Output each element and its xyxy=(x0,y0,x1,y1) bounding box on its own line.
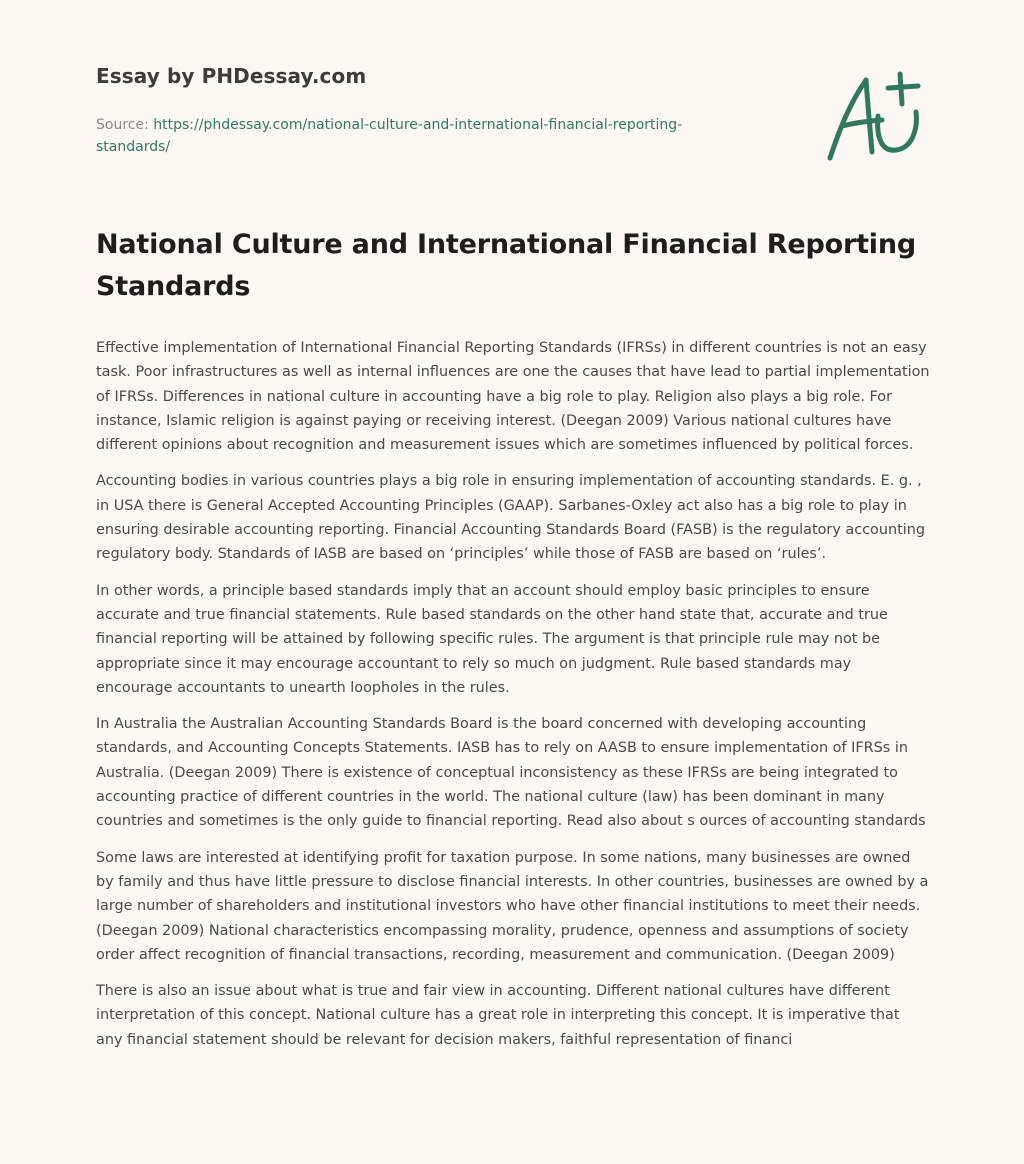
essay-paragraph: Effective implementation of International Financial Reporting Standards (IFRSs) in different countries is not an easy task. Poor infrastructures as well as internal influences are one the causes that have lead to partial implementation of IFRSs. Differences in national culture in accounting have a big role to play. Religion also plays a big role. For instance, Islamic religion is against paying or receiving interest. (Deegan 2009) Various national cultures have different opinions about recognition and measurement issues which are sometimes influenced by political forces. xyxy=(96,340,930,454)
essay-paragraph: In Australia the Australian Accounting Standards Board is the board concerned with developing accounting standards, and Accounting Concepts Statements. IASB has to rely on AASB to ensure implementation of IFRSs in Australia. (Deegan 2009) There is existence of conceptual inconsistency as these IFRSs are being integrated to accounting practice of different countries in the world. The national culture (law) has been dominant in many countries and sometimes is the only guide to financial reporting. Read also about s ources of accounting standards xyxy=(96,716,926,830)
essay-content xyxy=(96,224,930,1064)
essay-title: National Culture and International Financial Reporting Standards xyxy=(96,229,916,302)
essay-paragraph: Accounting bodies in various countries plays a big role in ensuring implementation of accounting standards. E. g. , in USA there is General Accepted Accounting Principles (GAAP). Sarbanes-Oxley act also has a big role to play in ensuring desirable accounting reporting. Financial Accounting Standards Board (FASB) is the regulatory accounting regulatory body. Standards of IASB are based on ‘principles’ while those of FASB are based on ‘rules’. xyxy=(96,473,925,563)
site-title: Essay by PHDessay.com xyxy=(96,64,367,88)
page-header xyxy=(96,64,736,158)
source-label: Source: xyxy=(96,117,154,133)
source-line xyxy=(96,114,736,158)
source-link[interactable]: https://phdessay.com/national-culture-and-international-financial-reporting-standards/ xyxy=(96,117,683,155)
essay-paragraph: There is also an issue about what is true and fair view in accounting. Different national cultures have different interpretation of this concept. National culture has a great role in interpreting this concept. It is imperative that any financial statement should be relevant for decision makers, faithful representation of financi xyxy=(96,983,900,1048)
a-plus-logo-icon xyxy=(820,68,930,168)
essay-paragraph: In other words, a principle based standards imply that an account should employ basic principles to ensure accurate and true financial statements. Rule based standards on the other hand state that, accurate and true financial reporting will be attained by following specific rules. The argument is that principle rule may not be appropriate since it may encourage accountant to rely so much on judgment. Rule based standards may encourage accountants to unearth loopholes in the rules. xyxy=(96,582,888,696)
essay-paragraph: Some laws are interested at identifying profit for taxation purpose. In some nations, many businesses are owned by family and thus have little pressure to disclose financial interests. In other countries, businesses are owned by a large number of shareholders and institutional investors who have other financial institutions to meet their needs. (Deegan 2009) National characteristics encompassing morality, prudence, openness and assumptions of society order affect recognition of financial transactions, recording, measurement and communication. (Deegan 2009) xyxy=(96,849,929,963)
